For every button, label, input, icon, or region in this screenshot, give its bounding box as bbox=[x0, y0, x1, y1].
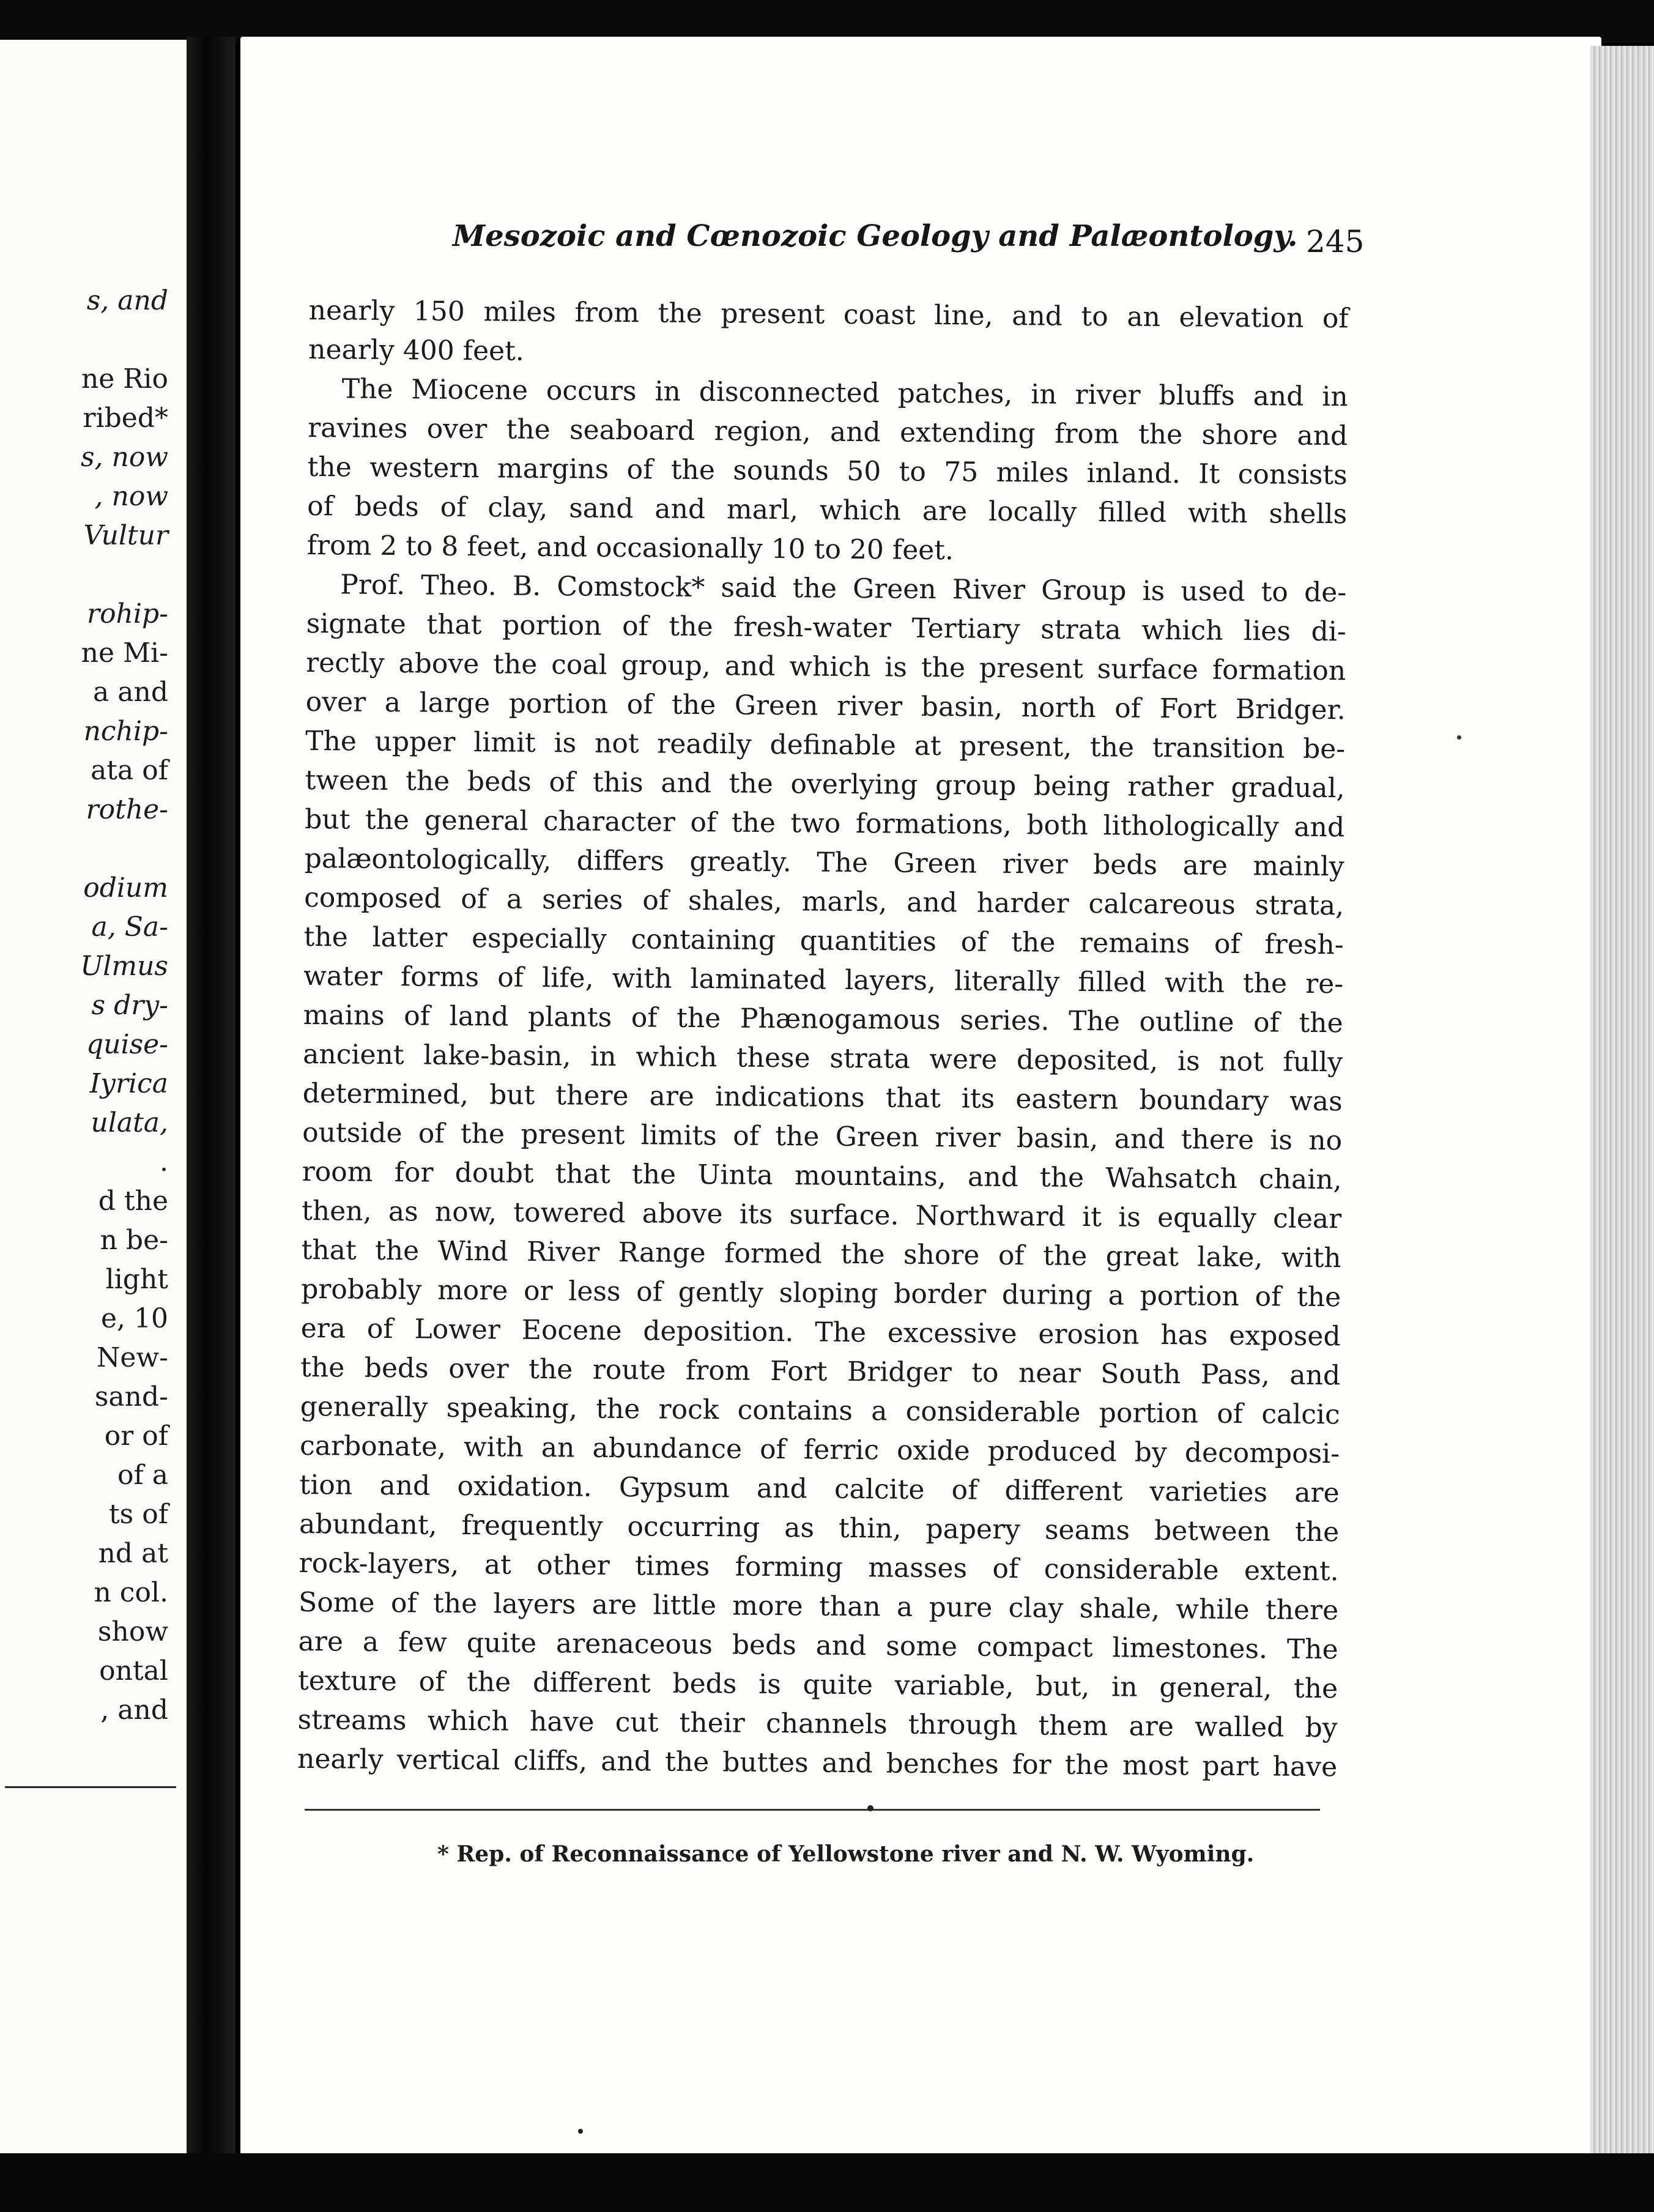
left-page-line: ts of bbox=[108, 1499, 168, 1530]
body-line: the latter especially containing quantities of the remains of fresh- bbox=[303, 921, 1344, 961]
left-page-line: New- bbox=[96, 1342, 168, 1373]
footnote-rule bbox=[305, 1809, 1320, 1811]
left-page-line: a, Sa- bbox=[91, 911, 168, 943]
left-page-line: ata of bbox=[91, 755, 168, 786]
running-head-title: Mesozoic and Cœnozoic Geology and Palæontology. bbox=[453, 219, 1298, 253]
left-page-line: n be- bbox=[100, 1225, 168, 1256]
body-line: tion and oxidation. Gypsum and calcite of different varieties are bbox=[299, 1469, 1340, 1509]
body-line: ancient lake-basin, in which these strata were deposited, is not fully bbox=[303, 1038, 1343, 1078]
left-page-line: s dry- bbox=[91, 990, 168, 1021]
page-number: 245 bbox=[1306, 224, 1365, 259]
left-page-line: sand- bbox=[94, 1381, 168, 1412]
body-line: signate that portion of the fresh-water Tertiary strata which lies di- bbox=[306, 607, 1346, 648]
left-page-line: light bbox=[105, 1264, 168, 1295]
left-page-line: e, 10 bbox=[101, 1303, 168, 1334]
body-line: texture of the different beds is quite variable, but, in general, the bbox=[297, 1665, 1338, 1705]
body-line: but the general character of the two formations, both lithologically and bbox=[305, 803, 1345, 844]
left-page-line: quise- bbox=[86, 1029, 168, 1060]
body-line: Some of the layers are little more than a pure clay shale, while there bbox=[298, 1586, 1339, 1627]
left-page-line: rothe- bbox=[86, 794, 168, 825]
body-line: that the Wind River Range formed the shore of the great lake, with bbox=[301, 1234, 1341, 1274]
left-page-line: Iyrica bbox=[89, 1068, 168, 1099]
body-line: The upper limit is not readily definable at present, the transition be- bbox=[305, 725, 1346, 765]
body-line: abundant, frequently occurring as thin, papery seams between the bbox=[299, 1508, 1340, 1548]
left-page-text-fragments bbox=[0, 281, 168, 1730]
body-line: nearly vertical cliffs, and the buttes and benches for the most part have bbox=[297, 1743, 1338, 1783]
left-page-line: , and bbox=[100, 1694, 168, 1726]
left-page-line: show bbox=[97, 1616, 168, 1647]
left-page-line: Ulmus bbox=[80, 951, 168, 982]
left-page-line: ne Mi- bbox=[81, 637, 168, 669]
left-page-line: s, now bbox=[80, 442, 168, 473]
body-line: composed of a series of shales, marls, and harder calcareous strata, bbox=[304, 881, 1344, 922]
left-page-line: ulata, bbox=[91, 1107, 168, 1138]
body-text bbox=[297, 291, 1349, 1787]
body-line: from 2 to 8 feet, and occasionally 10 to 20 feet. bbox=[306, 529, 954, 566]
page-stack-edge bbox=[1590, 46, 1654, 2153]
body-line: the western margins of the sounds 50 to 75 miles inland. It consists bbox=[307, 451, 1348, 491]
left-page-line: . bbox=[160, 1146, 168, 1178]
left-page-line: ribed* bbox=[83, 403, 168, 434]
body-line: probably more or less of gently sloping border during a portion of the bbox=[300, 1273, 1341, 1313]
book-gutter bbox=[187, 37, 235, 2159]
body-line: Prof. Theo. B. Comstock* said the Green River Group is used to de- bbox=[340, 569, 1347, 609]
bottom-speck bbox=[578, 2129, 583, 2134]
body-line: outside of the present limits of the Green river basin, and there is no bbox=[302, 1116, 1343, 1157]
body-line: palæontologically, differs greatly. The Green river beds are mainly bbox=[304, 842, 1344, 883]
left-page-line: rohip- bbox=[87, 598, 168, 629]
body-line: carbonate, with an abundance of ferric oxide produced by decomposi- bbox=[299, 1430, 1340, 1470]
margin-speck bbox=[1457, 735, 1461, 740]
left-page-line: nchip- bbox=[83, 716, 168, 747]
body-line: generally speaking, the rock contains a considerable portion of calcic bbox=[300, 1390, 1340, 1431]
body-line: streams which have cut their channels through them are walled by bbox=[297, 1704, 1338, 1744]
left-page-line bbox=[0, 321, 168, 360]
left-page-line: n col. bbox=[94, 1577, 168, 1608]
left-page-line: ne Rio bbox=[81, 363, 168, 395]
left-page-line bbox=[0, 555, 168, 595]
left-page-line: s, and bbox=[86, 285, 168, 316]
body-line: of beds of clay, sand and marl, which are locally filled with shells bbox=[307, 490, 1348, 530]
body-line: era of Lower Eocene deposition. The excessive erosion has exposed bbox=[300, 1312, 1341, 1353]
body-line: the beds over the route from Fort Bridger to near South Pass, and bbox=[300, 1351, 1341, 1392]
body-line: mains of land plants of the Phænogamous series. The outline of the bbox=[303, 999, 1343, 1039]
body-line: over a large portion of the Green river basin, north of Fort Bridger. bbox=[305, 686, 1346, 726]
body-line: rock-layers, at other times forming masses of considerable extent. bbox=[299, 1547, 1339, 1587]
body-line: then, as now, towered above its surface. Northward it is equally clear bbox=[301, 1195, 1342, 1235]
body-line: determined, but there are indications that its eastern boundary was bbox=[302, 1077, 1343, 1118]
footnote-rule-dot bbox=[867, 1805, 873, 1811]
left-page-line: d the bbox=[98, 1186, 168, 1217]
left-page-footnote-rule bbox=[5, 1786, 176, 1788]
left-page-line: ontal bbox=[99, 1655, 168, 1687]
body-line: room for doubt that the Uinta mountains, and the Wahsatch chain, bbox=[302, 1156, 1342, 1196]
body-line: rectly above the coal group, and which is the present surface formation bbox=[306, 647, 1346, 687]
left-page-line: or of bbox=[104, 1420, 168, 1452]
left-page-line: , now bbox=[94, 481, 168, 512]
left-page-line: Vultur bbox=[83, 520, 168, 551]
left-page-line bbox=[0, 830, 168, 869]
left-page-line: a and bbox=[93, 677, 168, 708]
left-page-line: odium bbox=[83, 872, 168, 904]
body-line: The Miocene occurs in disconnected patches, in river bluffs and in bbox=[341, 373, 1348, 413]
left-page-line: of a bbox=[117, 1460, 168, 1491]
body-line: nearly 400 feet. bbox=[308, 333, 525, 367]
footnote: * Rep. of Reconnaissance of Yellowstone river and N. W. Wyoming. bbox=[437, 1841, 1255, 1867]
body-line: ravines over the seaboard region, and extending from the shore and bbox=[308, 412, 1348, 452]
left-facing-page bbox=[0, 40, 187, 2156]
body-line: tween the beds of this and the overlying group being rather gradual, bbox=[305, 764, 1345, 804]
body-line: nearly 150 miles from the present coast line, and to an elevation of bbox=[308, 294, 1349, 335]
body-line: are a few quite arenaceous beds and some compact limestones. The bbox=[298, 1625, 1338, 1666]
body-line: water forms of life, with laminated layers, literally filled with the re- bbox=[303, 960, 1344, 1000]
scan-bottom-border bbox=[0, 2153, 1654, 2212]
left-page-line: nd at bbox=[98, 1538, 168, 1569]
